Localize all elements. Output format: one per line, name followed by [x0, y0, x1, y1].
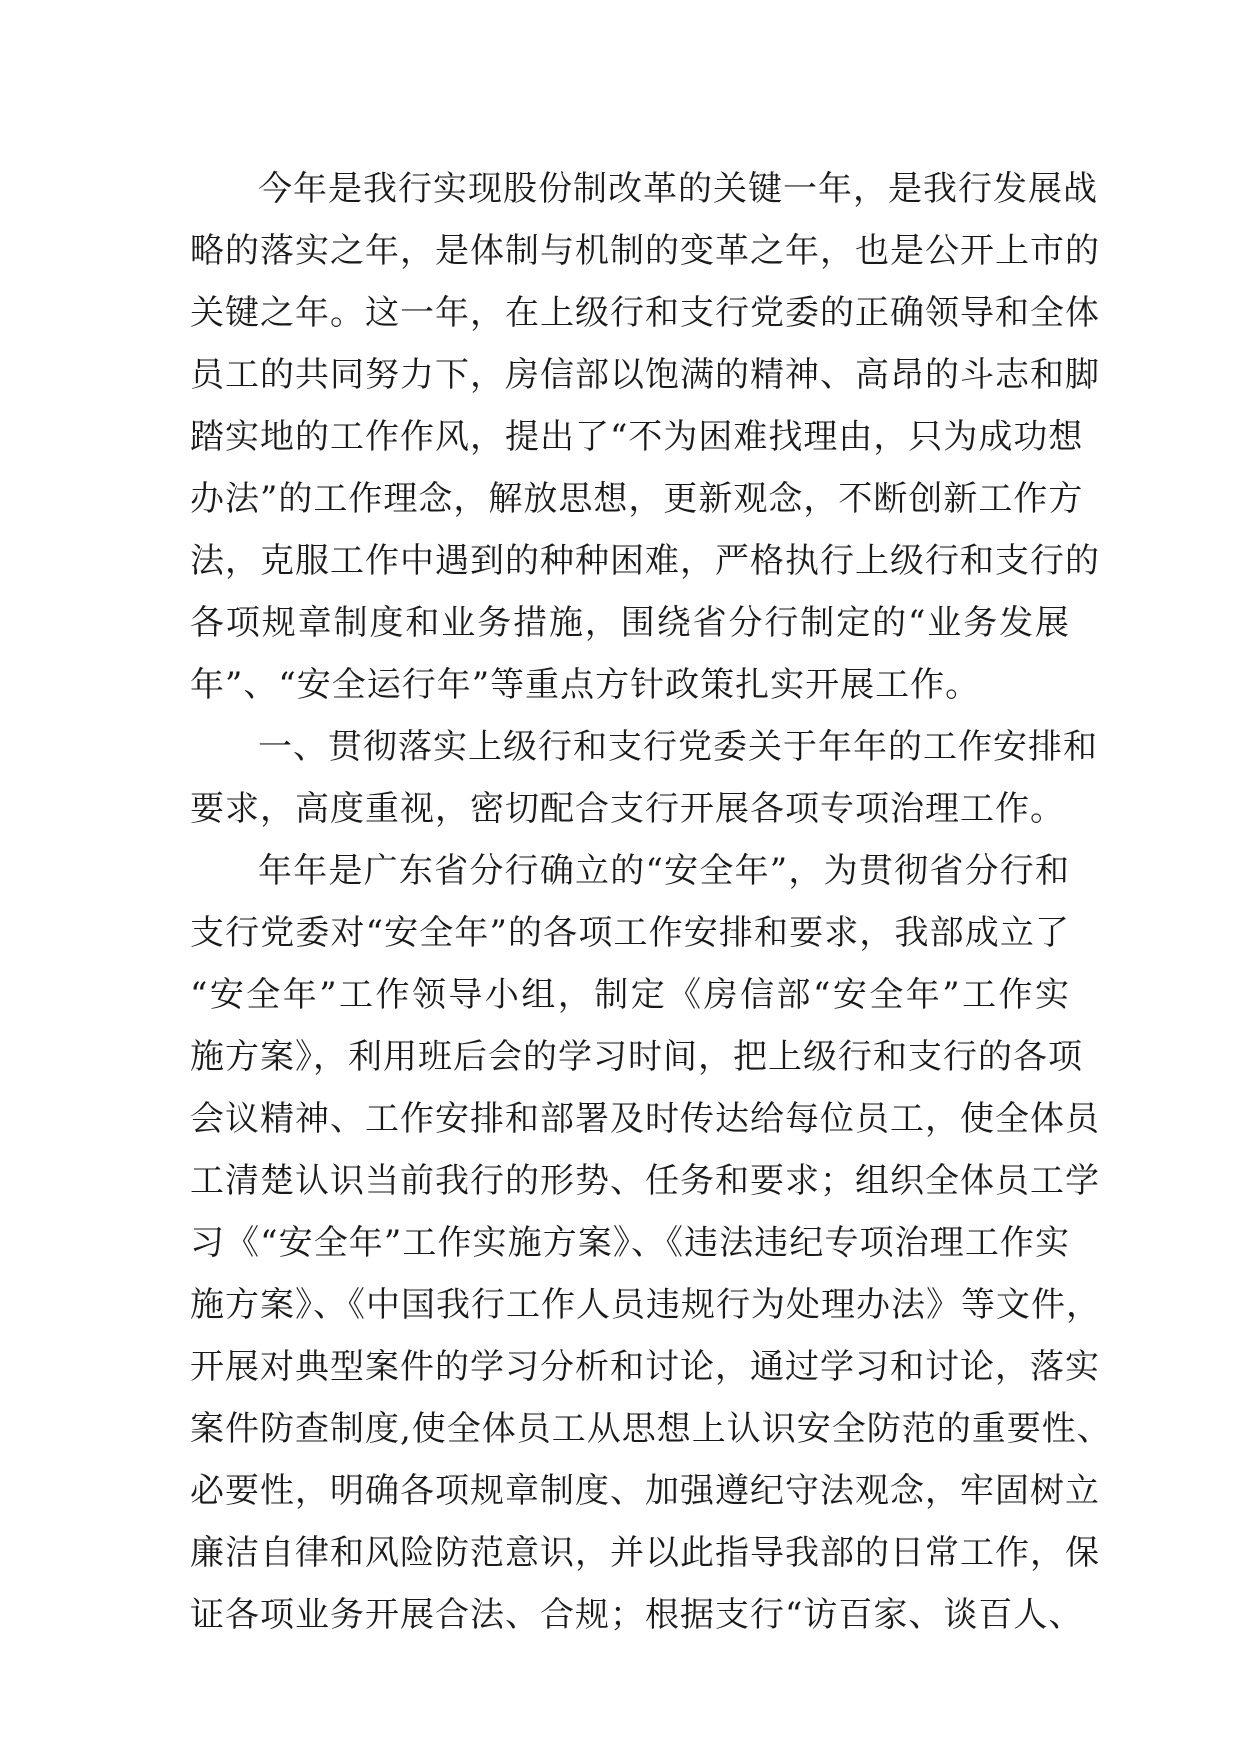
paragraph-line: 工清楚认识当前我行的形势、任务和要求；组织全体员工学 — [190, 1161, 1100, 1201]
paragraph-line: 关键之年。这一年，在上级行和支行党委的正确领导和全体 — [190, 293, 1100, 333]
paragraph-line: “安全年”工作领导小组，制定《房信部“安全年”工作实 — [190, 975, 1070, 1015]
paragraph-line: 略的落实之年，是体制与机制的变革之年，也是公开上市的 — [190, 231, 1100, 271]
paragraph-line: 开展对典型案件的学习分析和讨论，通过学习和讨论，落实 — [190, 1347, 1100, 1387]
paragraph-line: 办法”的工作理念，解放思想，更新观念，不断创新工作方 — [190, 479, 1084, 519]
paragraph-line: 年年是广东省分行确立的“安全年”，为贯彻省分行和 — [258, 851, 1070, 891]
paragraph-line: 员工的共同努力下，房信部以饱满的精神、高昂的斗志和脚 — [190, 355, 1100, 395]
paragraph-line: 施方案》，利用班后会的学习时间，把上级行和支行的各项 — [190, 1037, 1083, 1077]
paragraph-line: 法，克服工作中遇到的种种困难，严格执行上级行和支行的 — [190, 541, 1100, 581]
paragraph-line: 踏实地的工作作风，提出了“不为困难找理由，只为成功想 — [190, 417, 1084, 457]
body-text — [190, 158, 1112, 1646]
section-heading-line: 一、贯彻落实上级行和支行党委关于年年的工作安排和 — [258, 727, 1098, 767]
paragraph-line: 各项规章制度和业务措施，围绕省分行制定的“业务发展 — [190, 603, 1070, 643]
paragraph-line: 案件防查制度,使全体员工从思想上认识安全防范的重要性、 — [190, 1409, 1112, 1449]
paragraph-line: 证各项业务开展合法、合规；根据支行“访百家、谈百人、 — [190, 1595, 1084, 1635]
paragraph-line: 支行党委对“安全年”的各项工作安排和要求，我部成立了 — [190, 913, 1070, 953]
paragraph-line: 施方案》、《中国我行工作人员违规行为处理办法》等文件， — [190, 1285, 1101, 1325]
section-heading-line: 要求，高度重视，密切配合支行开展各项专项治理工作。 — [190, 789, 1065, 829]
paragraph-line: 必要性，明确各项规章制度、加强遵纪守法观念，牢固树立 — [190, 1471, 1100, 1511]
paragraph-line: 习《“安全年”工作实施方案》、《违法违纪专项治理工作实 — [190, 1223, 1070, 1263]
paragraph-line: 今年是我行实现股份制改革的关键一年，是我行发展战 — [258, 169, 1098, 209]
paragraph-line: 年”、“安全运行年”等重点方针政策扎实开展工作。 — [190, 665, 981, 705]
paragraph-line: 会议精神、工作安排和部署及时传达给每位员工，使全体员 — [190, 1099, 1100, 1139]
paragraph-line: 廉洁自律和风险防范意识，并以此指导我部的日常工作，保 — [190, 1533, 1100, 1573]
